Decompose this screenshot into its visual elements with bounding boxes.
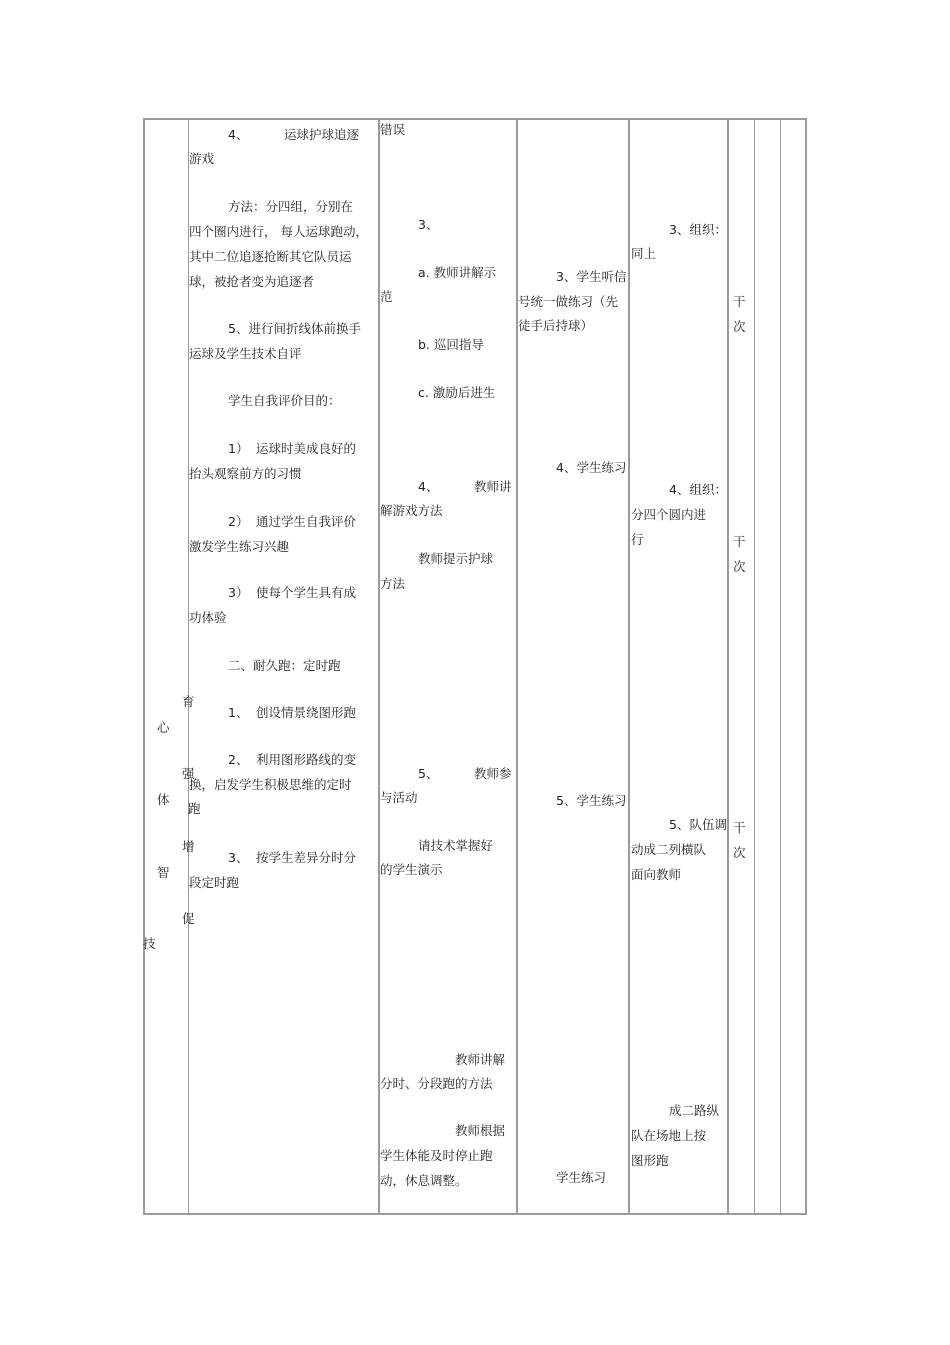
teacher-text: 的学生演示 [380, 862, 443, 877]
col1-char: 技 [143, 936, 156, 951]
item-text: 运球及学生技术自评 [189, 346, 302, 361]
item-text: 运球时美成良好的 [256, 441, 357, 456]
teacher-text: 方法 [380, 576, 406, 591]
org-text: 行 [631, 532, 644, 547]
item-text: 使每个学生具有成 [256, 585, 357, 600]
col1-char: 心 [157, 720, 170, 735]
column-divider [754, 120, 755, 1213]
column-divider [780, 120, 781, 1213]
col1-char: 体 [157, 792, 170, 807]
item-text: 换，启发学生积极思维的定时 [189, 777, 352, 792]
method-text: 方法：分四组，分别在 [228, 199, 354, 214]
times-text: 干 [733, 820, 746, 835]
teacher-text: 学生体能及时停止跑 [380, 1148, 493, 1163]
times-text: 次 [733, 559, 746, 574]
times-text: 次 [733, 319, 746, 334]
item-text: 通过学生自我评价 [256, 514, 357, 529]
org-text: 4、组织： [669, 482, 727, 497]
item-text: 功体验 [189, 610, 227, 625]
org-text: 同上 [631, 246, 657, 261]
student-text: 学生练习 [556, 1170, 607, 1185]
teacher-text: 与活动 [380, 790, 418, 805]
student-text: 3、学生听信 [556, 269, 627, 284]
item-text: 激发学生练习兴趣 [189, 539, 290, 554]
teacher-text: 分时、分段跑的方法 [380, 1076, 493, 1091]
teacher-number: 5、 [418, 766, 439, 781]
item-number: 1） [228, 441, 249, 456]
org-text: 动成二列横队 [631, 842, 707, 857]
col2-char: 促 [182, 911, 195, 926]
column-divider [727, 120, 729, 1213]
item-title: 游戏 [189, 151, 215, 166]
item-number: 2） [228, 514, 249, 529]
item-text: 段定时跑 [189, 875, 240, 890]
teacher-text: 教师讲 [474, 479, 512, 494]
item-text: 利用图形路线的变 [256, 752, 357, 767]
student-text: 5、学生练习 [556, 793, 627, 808]
teacher-text: c. 激励后进生 [418, 385, 496, 400]
item-number: 2、 [228, 752, 249, 767]
column-divider [628, 120, 630, 1213]
teacher-text: a. 教师讲解示 [418, 265, 497, 280]
org-text: 成二路纵 [669, 1103, 720, 1118]
org-text: 队在场地上按 [631, 1128, 707, 1143]
org-text: 分四个圆内进 [631, 507, 707, 522]
col2-char: 增 [182, 839, 195, 854]
student-text: 徒手后持球） [518, 318, 594, 333]
item-number: 4、 [228, 127, 249, 142]
teacher-number: 3、 [418, 217, 439, 232]
col2-char: 跑 [188, 801, 201, 816]
teacher-text: 教师根据 [455, 1123, 506, 1138]
teacher-text: 动，休息调整。 [380, 1173, 468, 1188]
method-text: 其中二位追逐抢断其它队员运 [189, 249, 352, 264]
teacher-text: 请技术掌握好 [418, 838, 494, 853]
teacher-text: b. 巡回指导 [418, 337, 484, 352]
col1-char: 智 [157, 865, 170, 880]
times-text: 干 [733, 294, 746, 309]
teacher-text: 解游戏方法 [380, 503, 443, 518]
item-title: 运球护球追逐 [284, 127, 360, 142]
org-text: 面向教师 [631, 867, 682, 882]
teacher-number: 4、 [418, 479, 439, 494]
item-number: 3、 [228, 850, 249, 865]
item-number: 3） [228, 585, 249, 600]
student-text: 4、学生练习 [556, 460, 627, 475]
column-divider [516, 120, 518, 1213]
section-title: 学生自我评价目的： [228, 393, 341, 408]
org-text: 图形跑 [631, 1153, 669, 1168]
org-text: 3、组织： [669, 222, 727, 237]
item-text: 创设情景绕图形跑 [256, 705, 357, 720]
item-text: 按学生差异分时分 [256, 850, 357, 865]
teacher-text: 范 [380, 289, 393, 304]
student-text: 号统一做练习（先 [518, 294, 619, 309]
method-text: 球，被抢者变为追逐者 [189, 274, 315, 289]
method-text: 四个圈内进行， 每人运球跑动， [189, 224, 368, 239]
teacher-text: 教师提示护球 [418, 551, 494, 566]
times-text: 干 [733, 534, 746, 549]
teacher-text: 教师讲解 [455, 1052, 506, 1067]
item-number: 1、 [228, 705, 249, 720]
times-text: 次 [733, 845, 746, 860]
section-title: 二、耐久跑：定时跑 [228, 658, 341, 673]
teacher-text: 教师参 [474, 766, 512, 781]
org-text: 5、队伍调 [669, 817, 727, 832]
item-text: 抬头观察前方的习惯 [189, 466, 302, 481]
col2-char: 强 [182, 766, 195, 781]
col2-char: 育 [182, 694, 195, 709]
teacher-text: 错误 [380, 122, 406, 137]
item-text: 5、进行间折线体前换手 [228, 321, 361, 336]
